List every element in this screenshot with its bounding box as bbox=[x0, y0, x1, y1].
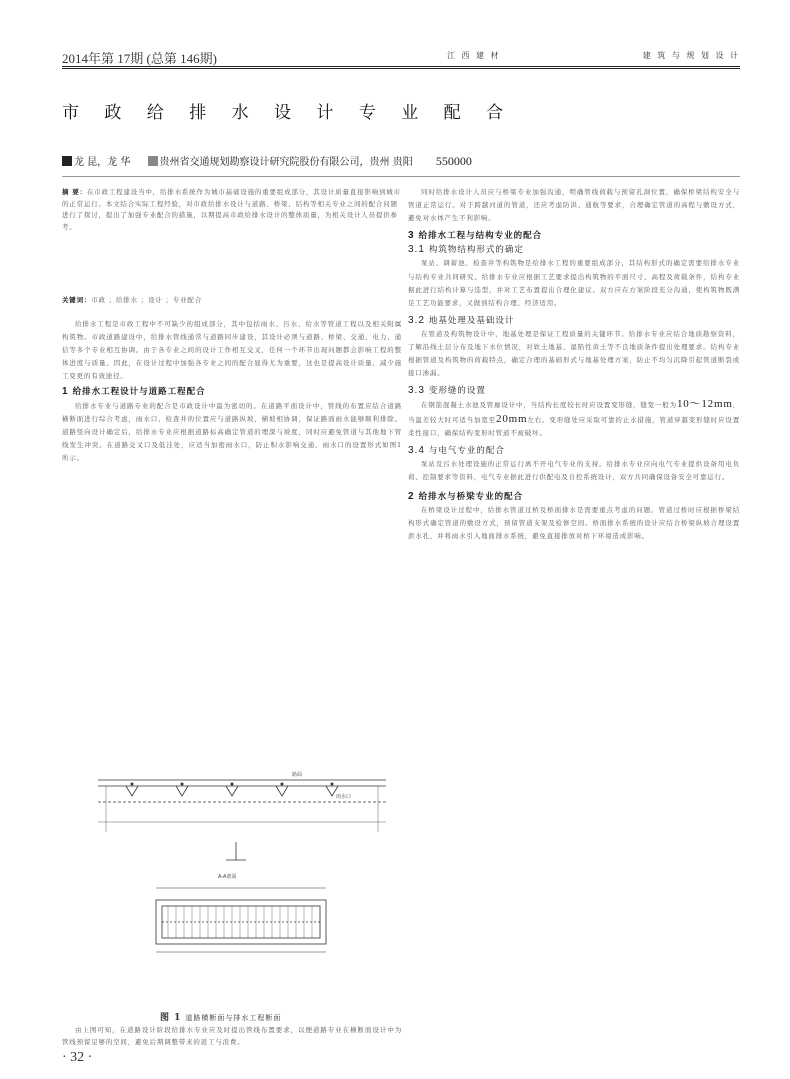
figure-label-section: A-A剖面 bbox=[218, 874, 237, 880]
intro-paragraph: 给排水工程是市政工程中不可缺少的组成部分，其中包括雨水、污水、给水等管道工程以及相关附属构筑物。市政道路建设中，给排水管线通常与道路同步建设，其设计必须与道路、桥梁、交通、电力、通信等多个专业相互协调。由于各专业之间的设计工作相互交叉，任何一个环节出现问题都会影响工程的整体进度与质量。因此，在设计过程中加强各专业之间的配合显得尤为重要，这也是提高设计质量、减少施工变更的有效途径。 bbox=[62, 320, 402, 381]
page-number: · 32 · bbox=[62, 1050, 93, 1065]
road-drainage-figure bbox=[96, 762, 388, 1002]
section-1-text: 给排水专业与道路专业的配合是市政设计中最为密切的。在道路平面设计中，管线的布置应结合道路横断面进行综合考虑，雨水口、检查井的位置应与道路纵坡、横坡相协调，保证路面雨水能够顺利排除。道路竖向设计确定后，给排水专业应根据道路标高确定管道的埋深与坡度，同时应避免管道与其他地下管线发生冲突。在道路交叉口及低洼处，应适当加密雨水口，防止积水影响交通。雨水口的设置形式如图1所示。 bbox=[62, 401, 402, 462]
keywords-text: 市政 ；给排水 ；设计 ；专业配合 bbox=[91, 296, 203, 304]
right-column bbox=[408, 186, 740, 1048]
section-3-2-heading: 3.2 地基处理及基础设计 bbox=[408, 314, 515, 326]
article-title: 市 政 给 排 水 设 计 专 业 配 合 bbox=[62, 103, 514, 123]
section-3-heading: 3 给排水工程与结构专业的配合 bbox=[408, 230, 543, 242]
page-header bbox=[62, 48, 740, 64]
keywords-label: 关键词： bbox=[62, 296, 92, 304]
section-3-3-heading: 3.3 变形缝的设置 bbox=[408, 385, 486, 397]
section-3-1-text: 泵站、调蓄池、检查井等构筑物是给排水工程的重要组成部分，其结构形式的确定需要给排水专业与结构专业共同研究。给排水专业应根据工艺要求提出构筑物的平面尺寸、高程及荷载条件，结构专业据此进行结构计算与选型，并对工艺布置提出合理化建议。双方应在方案阶段充分沟通，使构筑物既满足工艺功能要求，又做到结构合理、经济适用。 bbox=[408, 259, 740, 307]
header-rule-thin bbox=[62, 68, 740, 69]
affiliation: 贵州省交通规划勘察设计研究院股份有限公司，贵州 贵阳 bbox=[159, 157, 413, 168]
postcode: 550000 bbox=[435, 154, 472, 168]
section-3-2-text: 在管道及构筑物设计中，地基处理是保证工程质量的关键环节。给排水专业应结合地质勘察资料，了解沿线土层分布及地下水位情况，对软土地基、湿陷性黄土等不良地质条件提出处理要求。结构专业根据管道及构筑物的荷载特点，确定合理的基础形式与地基处理方案，防止不均匀沉降引起管道断裂或接口渗漏。 bbox=[408, 329, 740, 378]
author-line bbox=[62, 153, 472, 169]
section-name: 建 筑 与 规 划 设 计 bbox=[642, 51, 740, 60]
author-rule bbox=[62, 176, 740, 177]
figure-label-inlet: 雨水口 bbox=[336, 794, 352, 800]
left-column-bottom bbox=[62, 1024, 402, 1048]
abstract-text: 在市政工程建设当中，给排水系统作为城市基础设施的重要组成部分，其设计质量直接影响到城市的正常运行。本文结合实际工程经验，对市政给排水设计与道路、桥梁、结构等相关专业之间的配合问题进行了探讨，提出了加强专业配合的措施，以期提高市政给排水设计的整体质量，为相关设计人员提供参考。 bbox=[62, 188, 401, 231]
section-3-4-heading: 3.4 与电气专业的配合 bbox=[408, 444, 505, 456]
abstract-label: 摘 要： bbox=[62, 188, 87, 196]
figure-label-road: 路面 bbox=[292, 772, 303, 778]
section-3-4-text: 泵站及污水处理设施的正常运行离不开电气专业的支持。给排水专业应向电气专业提供设备用电负荷、控制要求等资料，电气专业据此进行供配电及自控系统设计，双方共同确保设备安全可靠运行。 bbox=[408, 459, 740, 481]
header-rule bbox=[62, 66, 740, 67]
section-1-heading: 1 给排水工程设计与道路工程配合 bbox=[62, 386, 206, 398]
section-3-1-heading: 3.1 构筑物结构形式的确定 bbox=[408, 244, 524, 256]
gap-value-1: 10～12mm bbox=[676, 398, 733, 411]
author-square-icon bbox=[62, 156, 72, 166]
authors: 龙 昆，龙 华 bbox=[74, 157, 131, 168]
affiliation-square-icon bbox=[148, 156, 158, 166]
left-column bbox=[62, 318, 402, 758]
gap-value-2: 20mm bbox=[496, 412, 528, 425]
keywords bbox=[62, 295, 402, 304]
after-figure-text: 由上图可知，在道路设计阶段给排水专业应及时提出管线布置要求，以便道路专业在横断面设计中为管线预留足够的空间，避免后期调整带来的返工与浪费。 bbox=[62, 1026, 402, 1046]
figure-caption: 图 1 道路横断面与排水工程断面 bbox=[160, 1013, 282, 1023]
right-top-text: 同时给排水设计人员应与桥梁专业加强沟通，明确管线荷载与预留孔洞位置，确保桥梁结构安全与管道正常运行。对于跨越河道的管道，还应考虑防洪、通航等要求，合理确定管道的高程与敷设方式，避免对水体产生不利影响。 bbox=[408, 188, 740, 223]
section-2-heading: 2 给排水与桥梁专业的配合 bbox=[408, 490, 524, 502]
journal-name: 江 西 建 材 bbox=[447, 51, 501, 60]
abstract bbox=[62, 187, 402, 233]
section-2-text: 在桥梁设计过程中，给排水管道过桥及桥面排水是需要重点考虑的问题。管道过桥时应根据桥梁结构形式确定管道的敷设方式，预留管道支架及检修空间。桥面排水系统的设计应结合桥梁纵坡合理设置泄水孔，并将雨水引入地面排水系统，避免直接排放对桥下环境造成影响。 bbox=[408, 506, 740, 541]
journal-issue: 2014年第 17期 (总第 146期) bbox=[62, 51, 217, 66]
section-3-3-text: 在钢筋混凝土水池及管廊设计中，当结构长度较长时应设置变形缝，缝宽一般为10～12mm，当温差较大时可适当加宽至20mm左右。变形缝处应采取可靠的止水措施，管道穿越变形缝时应设置柔性接口，确保结构变形时管道不被破坏。 bbox=[408, 398, 740, 437]
